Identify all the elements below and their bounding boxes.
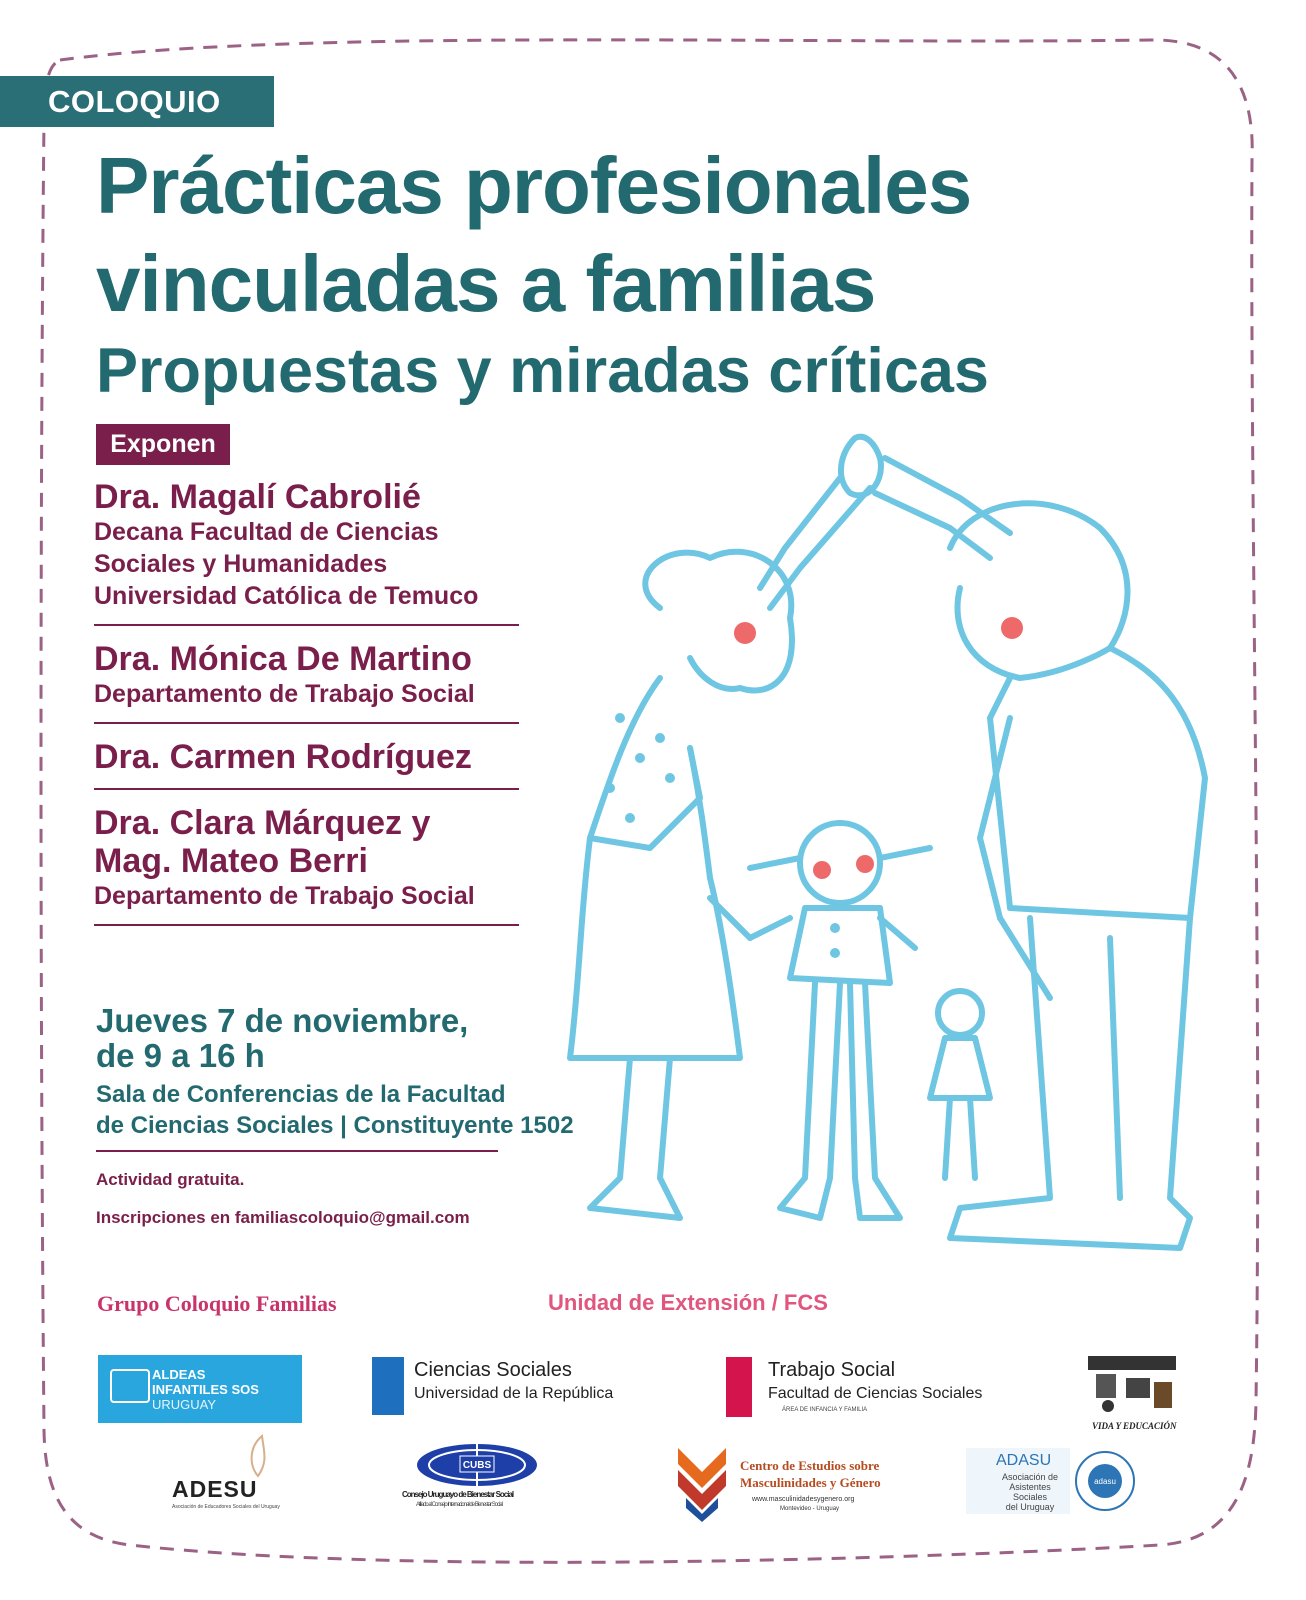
speaker-role: Departamento de Trabajo Social bbox=[94, 680, 475, 708]
speaker-1 bbox=[94, 478, 519, 626]
cs-line-1: Ciencias Sociales bbox=[414, 1359, 572, 1381]
title-line-3: Propuestas y miradas críticas bbox=[96, 336, 989, 406]
adasu-seal-label: adasu bbox=[1094, 1477, 1116, 1486]
cs-line-2: Universidad de la República bbox=[414, 1385, 614, 1402]
title-line-2: vinculadas a familias bbox=[96, 239, 876, 328]
unidad-extension-label: Unidad de Extensión / FCS bbox=[548, 1290, 828, 1315]
aldeas-label bbox=[152, 1367, 259, 1397]
aldeas-line-3: URUGUAY bbox=[152, 1397, 217, 1412]
aldeas-sos-logo bbox=[98, 1355, 302, 1423]
trabajo-social-logo bbox=[726, 1357, 1016, 1419]
adesu-logo bbox=[168, 1434, 288, 1514]
adesu-name: ADESU bbox=[172, 1476, 258, 1502]
aldeas-line-2: INFANTILES SOS bbox=[152, 1382, 259, 1397]
speaker-name: Dra. Mónica De Martino bbox=[94, 640, 472, 678]
venue-line-1: Sala de Conferencias de la Facultad bbox=[96, 1081, 506, 1108]
cubs-line-1: Consejo Uruguayo de Bienestar Social bbox=[402, 1490, 514, 1499]
ciencias-sociales-logo bbox=[372, 1357, 642, 1415]
speaker-name: Dra. Magalí Cabrolié bbox=[94, 478, 421, 516]
event-venue bbox=[96, 1079, 574, 1141]
ts-line-3: ÁREA DE INFANCIA Y FAMILIA bbox=[782, 1407, 868, 1413]
family-illustration bbox=[550, 418, 1210, 1298]
adasu-line-3: Asistentes Sociales bbox=[1009, 1482, 1051, 1502]
event-date bbox=[96, 1003, 468, 1073]
adasu-subtitle bbox=[998, 1472, 1062, 1512]
globe-icon bbox=[414, 1442, 540, 1488]
adasu-seal-icon bbox=[1074, 1448, 1136, 1514]
ts-mark-icon bbox=[726, 1357, 752, 1417]
exponen-tag: Exponen bbox=[96, 424, 230, 465]
adasu-logo bbox=[966, 1448, 1136, 1522]
speaker-3 bbox=[94, 738, 519, 790]
cem-city: Montevideo - Uruguay bbox=[780, 1506, 840, 1512]
cem-line-1: Centro de Estudios sobre bbox=[740, 1458, 880, 1473]
sos-icon bbox=[110, 1369, 150, 1403]
vida-label: VIDA Y EDUCACIÓN bbox=[1092, 1421, 1177, 1431]
cubs-logo bbox=[398, 1442, 558, 1520]
speaker-4 bbox=[94, 804, 519, 926]
speaker-name: Dra. Carmen Rodríguez bbox=[94, 738, 472, 776]
aldeas-line-1: ALDEAS bbox=[152, 1367, 206, 1382]
adasu-name: ADASU bbox=[996, 1452, 1052, 1469]
cem-logo bbox=[672, 1444, 892, 1522]
grupo-coloquio-label: Grupo Coloquio Familias bbox=[97, 1291, 337, 1316]
speaker-role: Decana Facultad de Ciencias bbox=[94, 518, 439, 546]
cem-line-2: Masculinidades y Género bbox=[740, 1475, 881, 1490]
speaker-name-2: Mag. Mateo Berri bbox=[94, 842, 368, 880]
cubs-badge: CUBS bbox=[462, 1460, 492, 1471]
chevrons-icon bbox=[672, 1444, 732, 1522]
cs-mark-icon bbox=[372, 1357, 404, 1415]
adesu-subtitle: Asociación de Educadores Sociales del Uruguay bbox=[172, 1504, 280, 1510]
speaker-role: Universidad Católica de Temuco bbox=[94, 582, 479, 610]
ts-line-1: Trabajo Social bbox=[768, 1359, 896, 1381]
adasu-line-2: Asociación de bbox=[1001, 1472, 1059, 1482]
speakers-list bbox=[94, 478, 519, 940]
vida-art-icon bbox=[1086, 1352, 1178, 1416]
cubs-line-2: Afiliado al Consejo Internacional de Bienestar Social bbox=[416, 1502, 503, 1508]
speaker-role: Sociales y Humanidades bbox=[94, 550, 388, 578]
cem-url: www.masculinidadesygenero.org bbox=[752, 1496, 855, 1503]
free-activity-note: Actividad gratuita. bbox=[96, 1170, 245, 1189]
speaker-role: Departamento de Trabajo Social bbox=[94, 882, 475, 910]
adasu-line-4: del Uruguay bbox=[1005, 1502, 1055, 1512]
venue-line-2: de Ciencias Sociales | Constituyente 1502 bbox=[96, 1112, 574, 1139]
ts-line-2: Facultad de Ciencias Sociales bbox=[768, 1385, 983, 1402]
title-line-1: Prácticas profesionales bbox=[96, 141, 972, 230]
coloquio-tag: COLOQUIO bbox=[0, 76, 274, 127]
vida-educacion-logo bbox=[1082, 1348, 1202, 1438]
divider bbox=[96, 1150, 498, 1152]
date-line-2: de 9 a 16 h bbox=[96, 1037, 265, 1074]
speaker-name: Dra. Clara Márquez y bbox=[94, 804, 431, 842]
date-line-1: Jueves 7 de noviembre, bbox=[96, 1002, 469, 1039]
speaker-2 bbox=[94, 640, 519, 724]
leaf-icon bbox=[238, 1434, 278, 1478]
registration-note: Inscripciones en familiascoloquio@gmail.com bbox=[96, 1208, 470, 1227]
